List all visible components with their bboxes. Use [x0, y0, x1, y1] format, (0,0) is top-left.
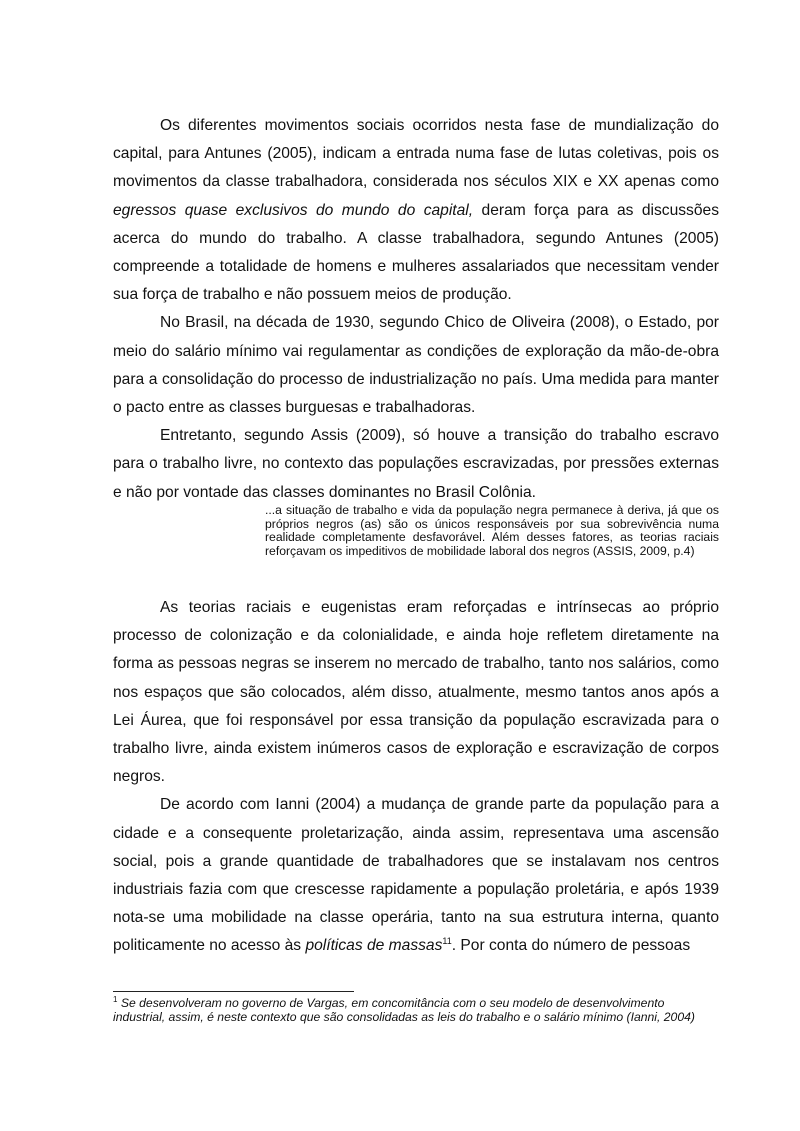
- paragraph-antunes-text-b: deram força para as discussões acerca do mundo do trabalho. A classe trabalhadora, segundo Antunes (2005) compreende a totalidade de homens e mulheres assalariados que necessitam vender sua força de trabalho e não possuem meios de produção.: [113, 201, 719, 304]
- footnote-text: Se desenvolveram no governo de Vargas, em concomitância com o seu modelo de desenvolvimento industrial, assim, é neste contexto que são consolidadas as leis do trabalho e o salário mínimo (Ianni, 2004): [113, 996, 695, 1024]
- paragraph-antunes-text-a: Os diferentes movimentos sociais ocorridos nesta fase de mundialização do capital, para Antunes (2005), indicam a entrada numa fase de lutas coletivas, pois os movimentos da classe trabalhadora, considerada nos séculos XIX e XX apenas como: [113, 117, 719, 191]
- footnote-separator: [113, 991, 354, 992]
- body-text-bottom: [113, 594, 719, 961]
- footnote: [113, 996, 719, 1024]
- italic-politicas-de-massas: políticas de massas: [305, 937, 443, 955]
- italic-quote-egressos: egressos quase exclusivos do mundo do capital,: [113, 201, 474, 219]
- body-text-top: [113, 112, 719, 507]
- paragraph-teorias-raciais: As teorias raciais e eugenistas eram reforçadas e intrínsecas ao próprio processo de colonização e da colonialidade, e ainda hoje refletem diretamente na forma as pessoas negras se inserem no mercado de trabalho, tanto nos salários, como nos espaços que são colocados, além disso, atualmente, mesmo tantos anos após a Lei Áurea, que foi responsável por essa transição da população escravizada para o trabalho livre, ainda existem inúmeros casos de exploração e escravização de corpos negros.: [113, 599, 719, 786]
- paragraph-ianni-text-a: De acordo com Ianni (2004) a mudança de grande parte da população para a cidade e a consequente proletarização, ainda assim, representava uma ascensão social, pois a grande quantidade de trabalhadores que se instalavam nos centros industriais fazia com que crescesse rapidamente a população proletária, e após 1939 nota-se uma mobilidade na classe operária, tanto na sua estrutura interna, quanto politicamente no acesso às: [113, 796, 719, 955]
- paragraph-antunes: [113, 112, 719, 309]
- paragraph-ianni-text-b: . Por conta do número de pessoas: [451, 937, 691, 955]
- paragraph-ianni: [113, 791, 719, 960]
- block-quote: ...a situação de trabalho e vida da população negra permanece à deriva, já que os próprios negros (as) são os únicos responsáveis por sua sobrevivência numa realidade completamente desfavorável. Além desses fatores, as teorias raciais reforçavam os impeditivos de mobilidade laboral dos negros (ASSIS, 2009, p.4): [265, 503, 719, 558]
- paragraph-oliveira: No Brasil, na década de 1930, segundo Chico de Oliveira (2008), o Estado, por meio do salário mínimo vai regulamentar as condições de exploração da mão-de-obra para a consolidação do processo de industrialização no país. Uma medida para manter o pacto entre as classes burguesas e trabalhadoras.: [113, 314, 719, 417]
- footnote-reference: 11: [442, 936, 452, 947]
- paragraph-assis: Entretanto, segundo Assis (2009), só houve a transição do trabalho escravo para o trabalho livre, no contexto das populações escravizadas, por pressões externas e não por vontade das classes dominantes no Brasil Colônia.: [113, 427, 719, 501]
- footnote-mark: 1: [113, 994, 118, 1004]
